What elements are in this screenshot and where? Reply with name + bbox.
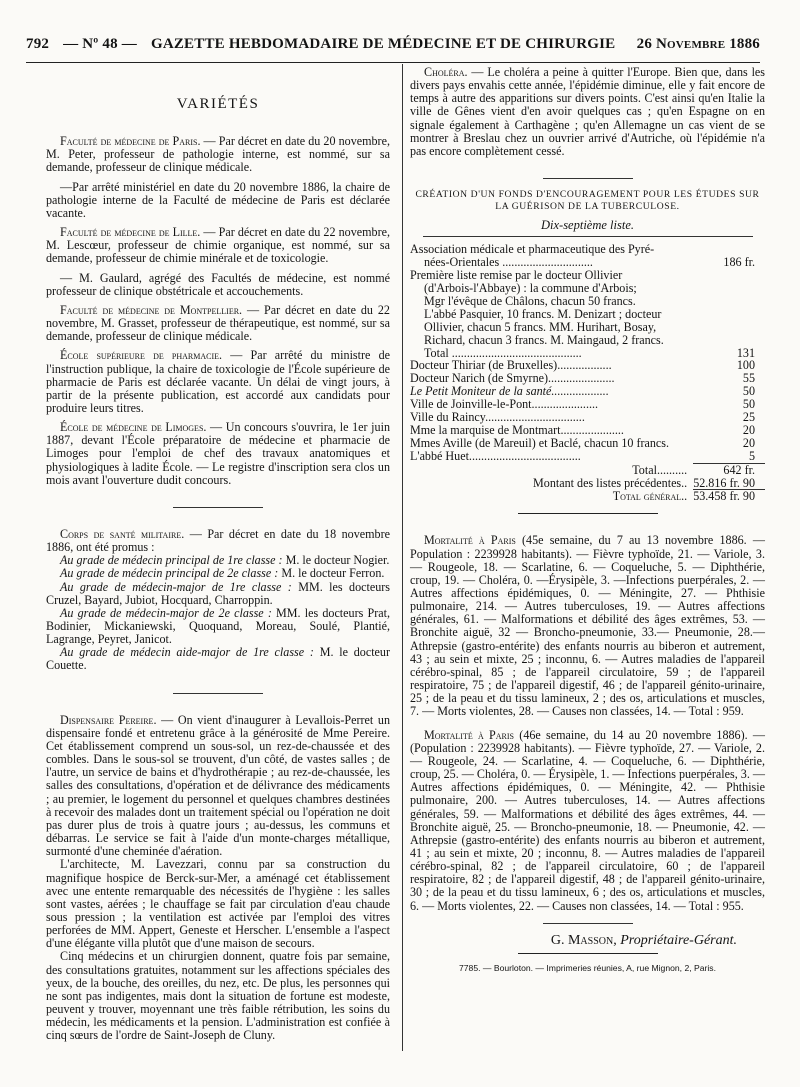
article-ecole-limoges: École de médecine de Limoges. — Un concours s'ouvrira, le 1er juin 1887, devant l'École préparatoire de médecine et pharmacie de Limoges pour l'emploi de chef des travaux anatomiques et physiologiques à ladite École. — Le registre d'inscription sera clos un mois avant l'ouverture dudit concours. (46, 420, 390, 487)
fund-row-label: Ville de Joinville-le-Pont...................... (410, 397, 599, 412)
fund-row-label: Total ........................................... (424, 345, 582, 360)
article-faculte-montpellier: Faculté de médecine de Montpellier. — Par décret en date du 22 novembre, M. Grasset, professeur de thérapeutique, est nommé, sur sa demande, professeur de clinique médicale. (46, 302, 390, 344)
signature: G. Masson, Propriétaire-Gérant. (550, 932, 737, 948)
fund-row-amount (693, 282, 765, 295)
fund-row-amount: 25 (742, 410, 755, 425)
fund-previous-row: Montant des listes précédentes.. 52.816 fr. 90 (533, 475, 755, 491)
fund-row-amount: 5 (748, 448, 755, 463)
article-gaulard: — M. Gaulard, agrégé des Facultés de médecine, est nommé professeur de clinique obstétricale et accouchements. (46, 270, 390, 298)
fund-row (410, 308, 765, 321)
fund-row-label: Association médicale et pharmaceutique des Pyré- (410, 242, 655, 257)
page-header (26, 36, 760, 62)
fund-row (410, 282, 765, 295)
separator (543, 178, 633, 179)
fund-row-amount (693, 308, 765, 321)
fund-row-label: Ollivier, chacun 5 francs. MM. Hurihart, Bosay, (424, 319, 657, 334)
fund-row-amount: 50 (742, 384, 755, 399)
issue-number: — Nº 48 — (63, 36, 137, 52)
fund-row-label: Mgr l'évêque de Châlons, chacun 50 francs. (424, 293, 636, 308)
fund-row-amount: 50 (742, 397, 755, 412)
fund-row (410, 437, 765, 450)
fund-row-label: (d'Arbois-l'Abbaye) : la commune d'Arbois; (424, 280, 637, 295)
separator (518, 953, 658, 954)
fund-row-amount: 131 (736, 345, 755, 360)
grade-item: Au grade de médecin-major de 1re classe : MM. les docteurs Cruzel, Bayard, Jubiot, Hocquard, Charroppin. (46, 579, 390, 607)
section-title: VARIÉTÉS (176, 96, 260, 112)
fund-row-label: Mmes Aville (de Mareuil) et Baclé, chacun 10 francs. (410, 435, 670, 450)
fund-row-amount: 55 (742, 371, 755, 386)
article-dispensaire-architecte: L'architecte, M. Lavezzari, connu par sa construction du magnifique hospice de Berck-sur-Mer, a aménagé cet établissement avec une entente remarquable des nécessités de l'hygiène : les salles sont vastes, aérées ; le chauffage se fait par circulation d'eau chaude sous pression ; la ventilation est activée par l'emploi des vitres perforées de MM. Appert, Geneste et Herscher. L'ensemble a l'aspect d'une élégante villa plutôt que d'une maison de secours. (46, 857, 390, 951)
fund-row-label: Ville du Raincy................................. (410, 410, 585, 425)
article-faculte-lille: Faculté de médecine de Lille. — Par décret en date du 22 novembre, M. Lescœur, professeur de chimie organique, est nommé, sur sa demande, professeur de chimie minérale et de toxicologie. (46, 225, 390, 266)
article-cholera: Choléra. — Le choléra a peine à quitter l'Europe. Bien que, dans les divers pays envahis cette année, l'épidémie diminue, elle y fait encore de temps à autre des apparitions sur divers points. C'est ainsi qu'en Italie la ville de Gênes vient d'en avoir quelques cas ; qu'en Espagne on en signale également à Carthagène ; qu'en Allemagne un cas vient de se montrer à Breslau chez un ouvrier arrivé d'Autriche, où l'épidémie n'a pas encore complètement cessé. (410, 65, 765, 158)
header-rule (26, 62, 760, 63)
article-dispensaire-consultations: Cinq médecins et un chirurgien donnent, quatre fois par semaine, des consultations gratuites, notamment sur les affections spéciales des yeux, de la bouche, des oreilles, du nez, etc. De plus, les personnes qui ne sont pas indigentes, mais dont la situation de fortune est modeste, peuvent y trouver, moyennant une très faible rétribution, les soins du médecin, les médicaments et la pension. L'administration est confiée à cinq sœurs de l'ordre de Saint-Joseph de Cluny. (46, 949, 390, 1043)
article-dispensaire: Dispensaire Pereire. — On vient d'inaugurer à Levallois-Perret un dispensaire fondé et entretenu grâce à la générosité de Mme Pereire. Cet établissement comprend un sous-sol, un rez-de-chaussée et des combles. Dans le sous-sol se trouvent, d'un côté, de vastes salles ; de l'autre, un service de bains et d'hydrothérapie ; au rez-de-chaussée, les salles des consultations, d'opération et de délivrance des médicaments ; au premier, le logement du personnel et quelques chambres destinées à recevoir des malades dont un traitement spécial ou l'opération ne doit pas durer plus de trois à quatre jours ; au-dessus, les communs et débarras. Le service se fait à l'aide d'un monte-charges métallique, surmonté d'une cheminée d'aération. (46, 712, 390, 859)
fund-row (410, 334, 765, 347)
article-mortalite-46: Mortalité à Paris (46e semaine, du 14 au 20 novembre 1886). — (Population : 2239928 habitants). — Fièvre typhoïde, 27. — Variole, 2. — Rougeole, 24. — Scarlatine, 4. — Coqueluche, 6. — Diphthérie, croup, 25. — Choléra, 0. — Érysipèle, 1. — Infections puerpérales, 3. — Autres affections épidémiques, 0. — Méningite, 42. — Phthisie pulmonaire, 200. — Autres tuberculoses, 14. — Autres affections générales, 59. — Malformations et débilité des âges extrêmes, 44. — Bronchite aiguë, 25. — Broncho-pneumonie, 18. — Pneumonie, 42. — Athrepsie (gastro-entérite) des enfants nourris au biberon et autrement, 41 ; au sein et mixte, 20 ; inconnu, 8. — Autres maladies de l'appareil cérébro-spinal, 82 ; de l'appareil circulatoire, 60 ; de l'appareil respiratoire, 82 ; de l'appareil digestif, 48 ; de l'appareil génito-urinaire, 30 ; de la peau et du tissu lamineux, 6 ; des os, articulations et muscles, 6. — Morts violentes, 22. — Causes non classées, 14. — Total : 955. (410, 727, 765, 913)
separator (543, 923, 633, 924)
grade-item: Au grade de médecin-major de 2e classe : MM. les docteurs Prat, Bodinier, Mickaniewski, Quoquand, Moreau, Soulé, Plantié, Lagrange, Peyret, Janicot. (46, 605, 390, 647)
fund-row (410, 295, 765, 308)
article-corps-sante: Corps de santé militaire. — Par décret en date du 18 novembre 1886, ont été promus : (46, 526, 390, 555)
fund-row-label: L'abbé Huet..................................... (410, 449, 581, 464)
journal-title: GAZETTE HEBDOMADAIRE DE MÉDECINE ET DE CHIRURGIE (150, 36, 616, 52)
fund-row-amount: 20 (742, 435, 755, 450)
grade-item: Au grade de médecin aide-major de 1re classe : M. le docteur Couette. (46, 645, 390, 673)
fund-row (410, 321, 765, 334)
fund-row-amount (693, 269, 765, 282)
fund-row (410, 424, 765, 437)
fund-grand-total-row: Total général.. 53.458 fr. 90 (410, 490, 765, 503)
fund-row-amount (693, 295, 765, 308)
fund-rule (423, 236, 753, 237)
fund-row-label: Richard, chacun 3 francs. M. Maingaud, 2 francs. (424, 332, 664, 347)
header-left (26, 36, 615, 53)
fund-row-amount: 186 fr. (723, 255, 755, 270)
right-column (410, 66, 765, 975)
fund-row-amount (693, 321, 765, 334)
fund-table (410, 243, 765, 503)
fund-total-row: Total.......... 642 fr. (410, 463, 765, 476)
article-ecole-pharmacie: École supérieure de pharmacie. — Par arrêté du ministre de l'instruction publique, la chaire de toxicologie de l'École supérieure de pharmacie de Paris est déclarée vacante. Un délai de vingt jours, à partir de la présente publication, est accordé aux candidats pour produire leurs titres. (46, 348, 390, 415)
article-chaire-vacante: —Par arrêté ministériel en date du 20 novembre 1886, la chaire de pathologie interne de la Faculté de médecine de Paris est déclarée vacante. (46, 179, 390, 220)
fund-subtitle: Dix-septième liste. (540, 218, 635, 233)
page-number: 792 (26, 36, 50, 52)
fund-row-label: Docteur Thiriar (de Bruxelles).................. (410, 358, 612, 373)
grade-item: Au grade de médecin principal de 2e classe : M. le docteur Ferron. (60, 566, 385, 581)
article-faculte-paris: Faculté de médecine de Paris. — Par décret en date du 20 novembre, M. Peter, professeur de pathologie interne, est nommé, sur sa demande, professeur de clinique médicale. (46, 134, 390, 175)
fund-row-label: L'abbé Pasquier, 10 francs. M. Denizart ; docteur (424, 306, 662, 321)
fund-row-amount: 20 (742, 422, 755, 437)
article-mortalite-45: Mortalité à Paris (45e semaine, du 7 au 13 novembre 1886. — Population : 2239928 habitants). — Fièvre typhoïde, 21. — Variole, 3. — Rougeole, 18. — Scarlatine, 6. — Coqueluche, 5. — Diphthérie, croup, 19. — Choléra, 0. —Érysipèle, 3. —Infections puerpérales, 2. — Autres affections épidémiques, 0. — Méningite, 27. — Phthisie pulmonaire, 214. — Autres tuberculoses, 19. — Autres affections générales, 61. — Malformations et débilité des âges extrêmes, 53. — Bronchite aiguë, 32 — Broncho-pneumonie, 33.— Pneumonie, 28.— Athrepsie (gastro-entérite) des enfants nourris au biberon et autrement, 43 ; au sein et mixte, 25 ; inconnu, 6. — Autres maladies de l'appareil cérébro-spinal, 85 ; de l'appareil circulatoire, 59 ; de l'appareil respiratoire, 75 ; de l'appareil digestif, 46 ; de l'appareil génito-urinaire, 25 ; de la peau et du tissu lamineux, 2 ; des os, articulations et muscles, 7. — Morts violentes, 28. — Causes non classées, 14. — Total : 959. (410, 533, 765, 719)
grade-item: Au grade de médecin principal de 1re classe : M. le docteur Nogier. (60, 553, 390, 568)
fund-row-label: nées-Orientales .............................. (424, 255, 593, 270)
issue-date: 26 Novembre 1886 (636, 36, 760, 52)
fund-row-label: Le Petit Moniteur de la santé................... (410, 384, 609, 399)
fund-row-label: Première liste remise par le docteur Ollivier (410, 268, 623, 283)
printer-line: 7785. — Bourloton. — Imprimeries réunies, A, rue Mignon, 2, Paris. (459, 962, 716, 973)
fund-row (410, 411, 765, 424)
fund-row-label: Mme la marquise de Montmart..................... (410, 422, 624, 437)
fund-row-amount: 100 (736, 358, 755, 373)
fund-row (410, 450, 765, 463)
fund-row-amount (693, 334, 765, 347)
fund-row-label: Docteur Narich (de Smyrne)...................... (410, 371, 615, 386)
column-divider (402, 64, 403, 1051)
fund-title: CRÉATION D'UN FONDS D'ENCOURAGEMENT POUR LES ÉTUDES SUR LA GUÉRISON DE LA TUBERCULOSE. (415, 189, 760, 213)
left-column (46, 66, 390, 1043)
